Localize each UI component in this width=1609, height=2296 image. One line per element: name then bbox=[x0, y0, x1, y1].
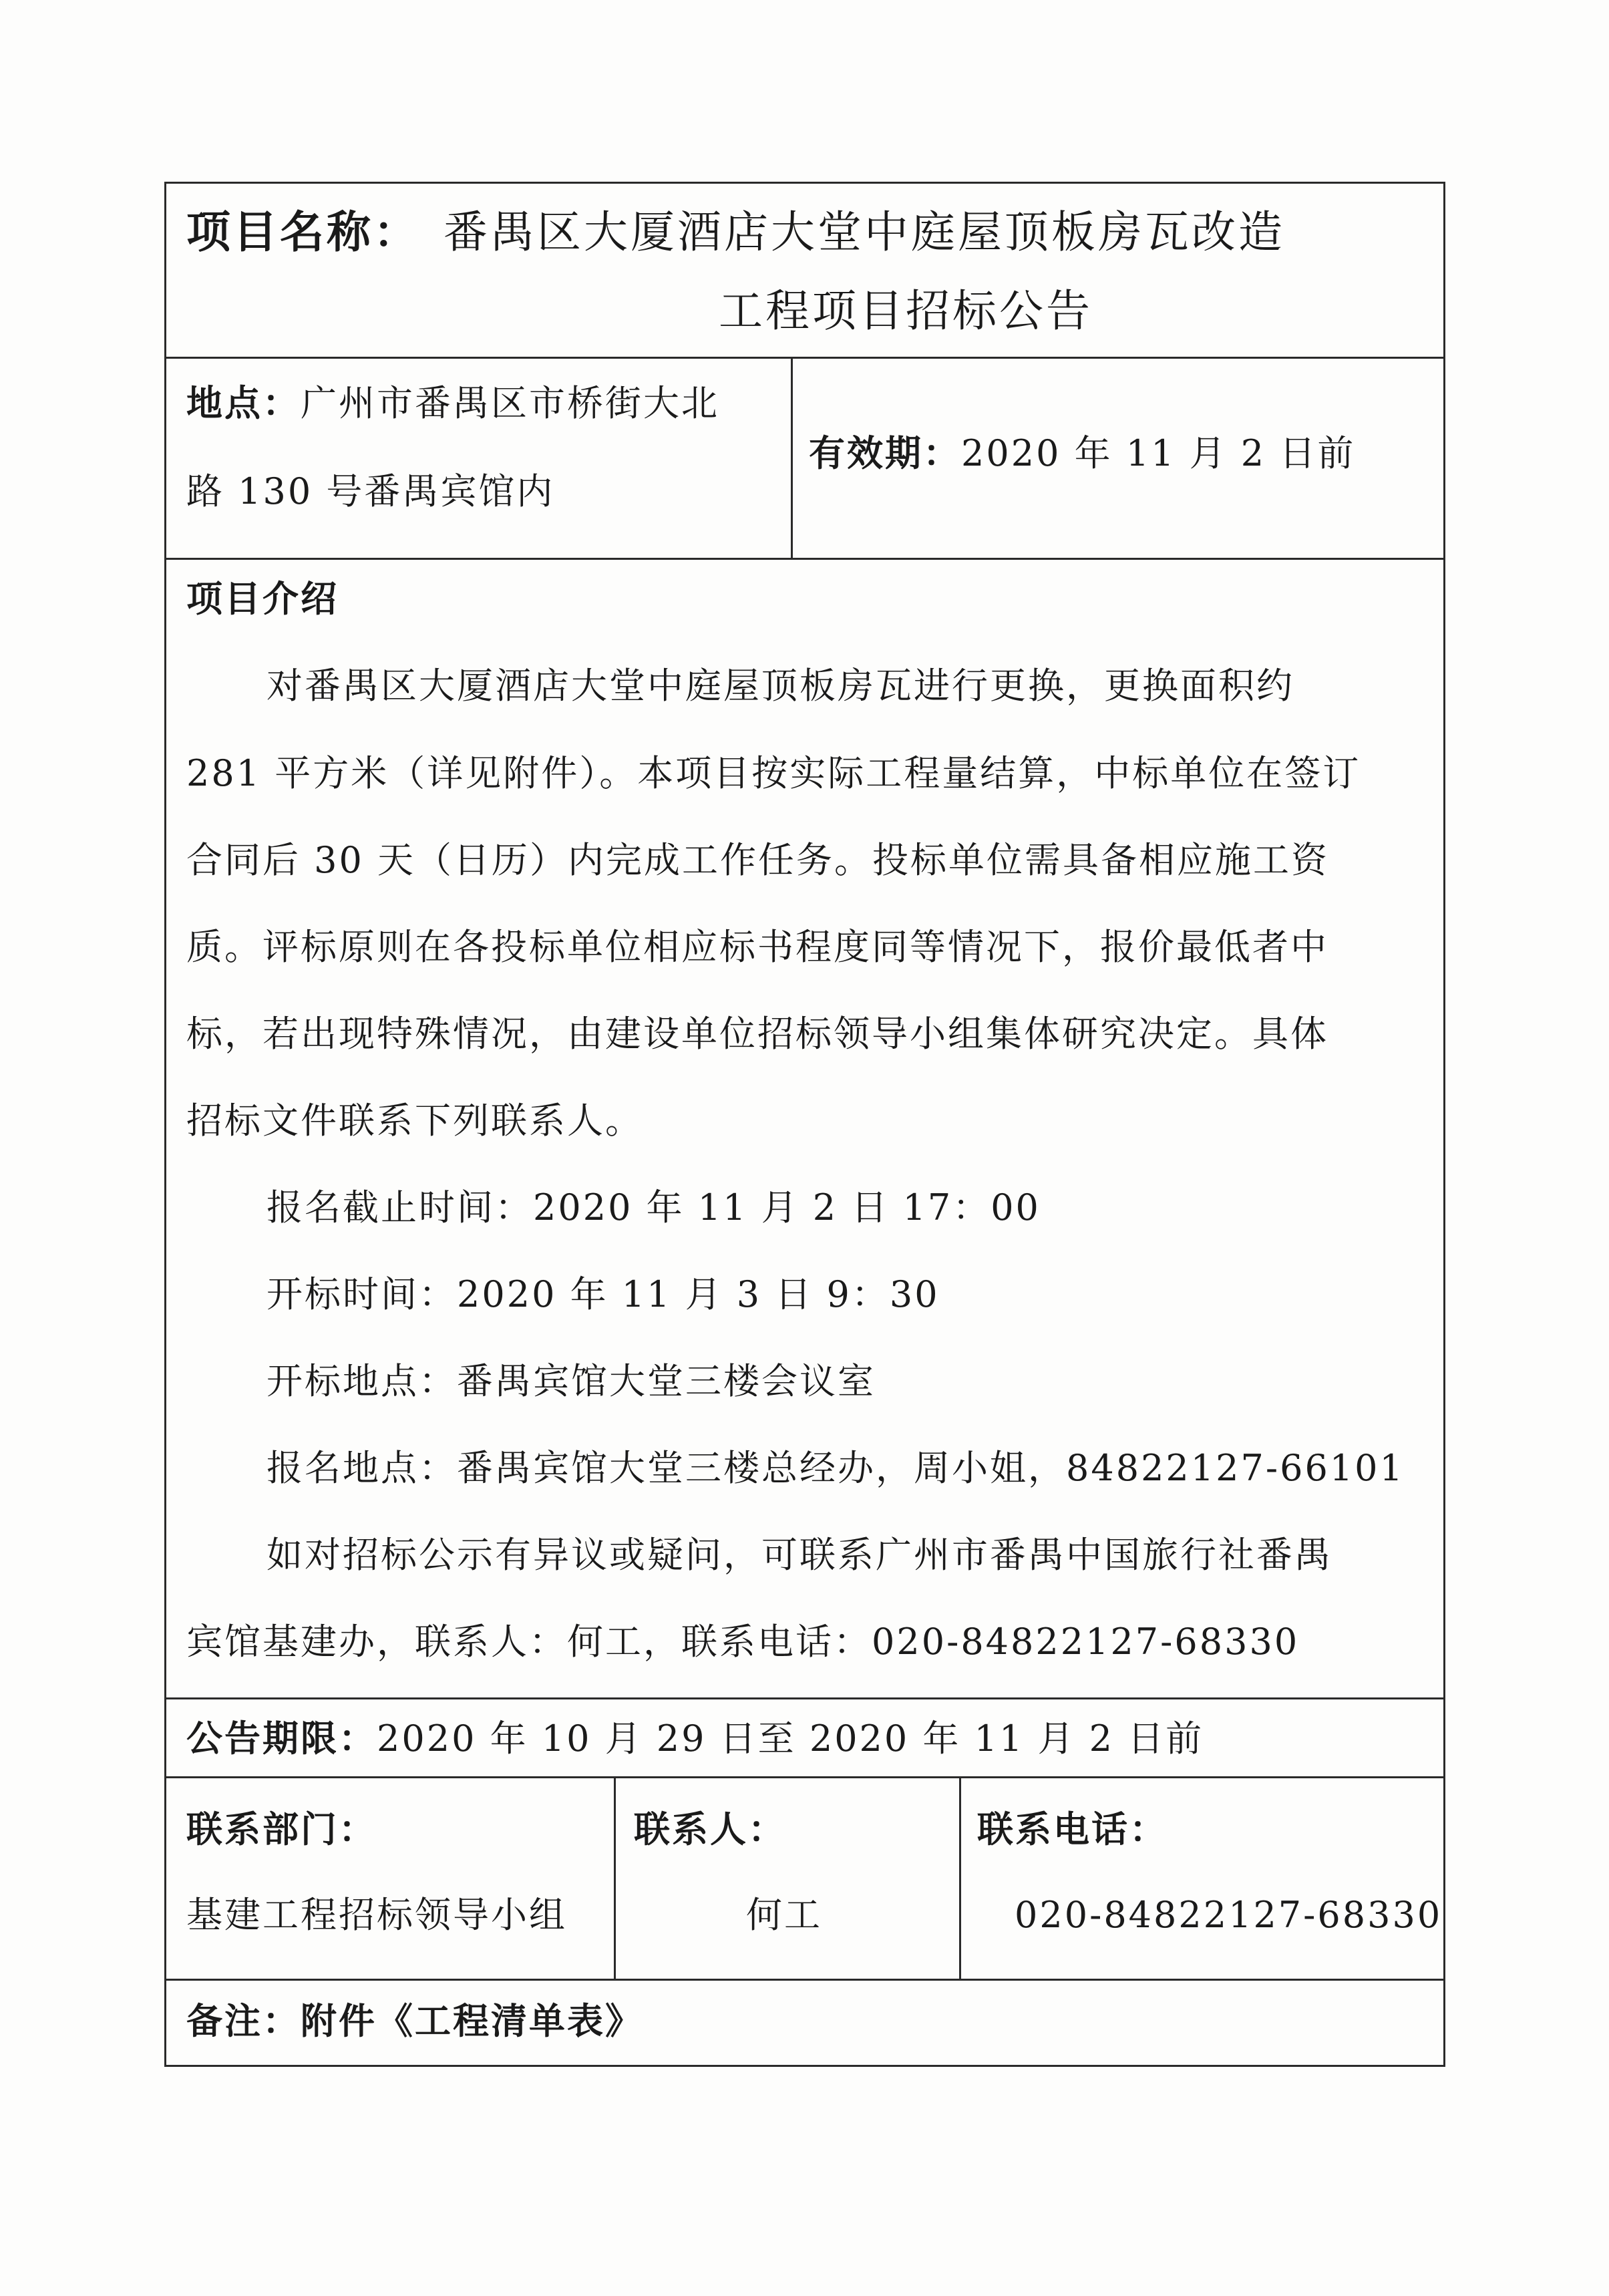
intro-paragraph-line: 对番禺区大厦酒店大堂中庭屋顶板房瓦进行更换，更换面积约 bbox=[266, 665, 1294, 707]
notice-period-line bbox=[186, 1717, 1204, 1760]
contact-person-value: 何工 bbox=[746, 1894, 822, 1936]
location-label: 地点： bbox=[186, 382, 301, 424]
contact-row bbox=[166, 1778, 1443, 1981]
project-intro-row bbox=[166, 560, 1443, 1699]
intro-paragraph-line: 招标文件联系下列联系人。 bbox=[186, 1100, 643, 1142]
opening-place: 开标地点：番禺宾馆大堂三楼会议室 bbox=[266, 1360, 876, 1402]
tender-notice-form bbox=[164, 182, 1445, 2067]
contact-dept-label: 联系部门： bbox=[186, 1808, 377, 1850]
opening-time: 开标时间：2020 年 11 月 3 日 9：30 bbox=[266, 1273, 940, 1315]
location-validity-divider bbox=[791, 359, 793, 558]
remarks-line bbox=[186, 2000, 643, 2042]
location-value-line1: 广州市番禺区市桥街大北 bbox=[301, 382, 719, 424]
location-value-line2: 路 130 号番禺宾馆内 bbox=[186, 470, 555, 512]
contact-person-label: 联系人： bbox=[634, 1808, 786, 1850]
location-line1 bbox=[186, 382, 719, 424]
intro-paragraph-line: 合同后 30 天（日历）内完成工作任务。投标单位需具备相应施工资 bbox=[186, 839, 1330, 881]
intro-paragraph-line: 标，若出现特殊情况，由建设单位招标领导小组集体研究决定。具体 bbox=[186, 1013, 1328, 1055]
validity-line bbox=[809, 432, 1356, 474]
intro-paragraph-line: 281 平方米（详见附件）。本项目按实际工程量结算，中标单位在签订 bbox=[186, 752, 1361, 794]
contact-phone-value: 020-84822127-68330 bbox=[1015, 1894, 1443, 1936]
contact-phone-label: 联系电话： bbox=[977, 1808, 1168, 1850]
project-title-line2: 工程项目招标公告 bbox=[719, 285, 1093, 337]
validity-value: 2020 年 11 月 2 日前 bbox=[961, 432, 1356, 474]
notice-period-label: 公告期限： bbox=[186, 1717, 377, 1760]
location-validity-row bbox=[166, 359, 1443, 560]
notice-period-row bbox=[166, 1699, 1443, 1778]
registration-place: 报名地点：番禺宾馆大堂三楼总经办，周小姐，84822127-66101 bbox=[266, 1447, 1405, 1489]
notice-period-value: 2020 年 10 月 29 日至 2020 年 11 月 2 日前 bbox=[377, 1717, 1204, 1760]
contact-divider-2 bbox=[959, 1778, 961, 1979]
contact-dept-value: 基建工程招标领导小组 bbox=[186, 1894, 567, 1936]
intro-heading: 项目介绍 bbox=[186, 578, 339, 620]
objection-line1: 如对招标公示有异议或疑问，可联系广州市番禺中国旅行社番禺 bbox=[266, 1534, 1332, 1576]
remarks-label: 备注： bbox=[186, 2000, 301, 2042]
intro-paragraph-line: 质。评标原则在各投标单位相应标书程度同等情况下，报价最低者中 bbox=[186, 926, 1328, 968]
project-title-line1: 番禺区大厦酒店大堂中庭屋顶板房瓦改造 bbox=[443, 206, 1285, 258]
remarks-row bbox=[166, 1981, 1443, 2065]
project-name-label: 项目名称： bbox=[186, 206, 420, 258]
project-title-row bbox=[166, 184, 1443, 359]
registration-deadline: 报名截止时间：2020 年 11 月 2 日 17：00 bbox=[266, 1186, 1041, 1228]
remarks-value: 附件《工程清单表》 bbox=[301, 2000, 643, 2042]
objection-line2: 宾馆基建办，联系人：何工，联系电话：020-84822127-68330 bbox=[186, 1621, 1300, 1663]
contact-divider-1 bbox=[614, 1778, 616, 1979]
validity-label: 有效期： bbox=[809, 432, 961, 474]
